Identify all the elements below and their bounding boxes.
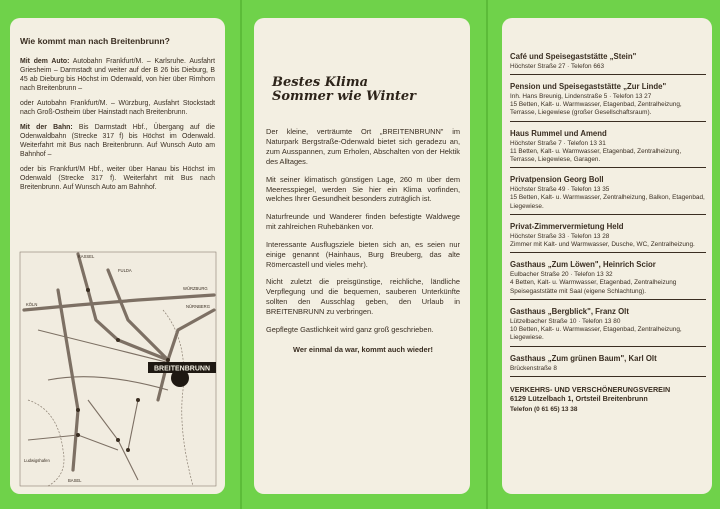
- closing-slogan: Wer einmal da war, kommt auch wieder!: [293, 344, 433, 354]
- entry-name: Gasthaus „Zum Löwen", Heinrich Scior: [510, 260, 656, 270]
- accommodation-entry: [510, 129, 706, 169]
- entry-address: Höchster Straße 33 · Telefon 13 28: [510, 232, 610, 240]
- climate-paragraph-6: Gepflegte Gastlichkeit wird ganz groß geschrieben.: [266, 324, 434, 334]
- entry-name: Privatpension Georg Boll: [510, 175, 604, 185]
- association-address: 6129 Lützelbach 1, Ortsteil Breitenbrunn: [510, 394, 648, 404]
- accommodation-entry: [510, 260, 706, 300]
- directions-car: Mit dem Auto: Autobahn Frankfurt/M. – Karlsruhe. Ausfahrt Griesheim – Darmstadt und weiter auf der B 26 bis Dieburg, B 45 ab Dieburg bis Höchst im Odenwald, von hier über Rimhorn nach Breitenbrunn –: [20, 58, 215, 92]
- entry-name: Pension und Speisegaststätte „Zur Linde": [510, 82, 667, 91]
- map-label-k2: FULDA: [118, 268, 132, 273]
- entry-description: Zimmer mit Kalt- und Warmwasser, Dusche, WC, Zentralheizung.: [510, 240, 695, 248]
- directions-heading: Wie kommt man nach Breitenbrunn?: [20, 36, 170, 46]
- accommodation-list: [510, 52, 706, 377]
- entry-address: Eulbacher Straße 20 · Telefon 13 32: [510, 271, 613, 279]
- entry-description: 11 Betten, Kalt- u. Warmwasser, Etagenbad, Zentralheizung, Terrasse, Liegewiese, Garagen.: [510, 147, 682, 163]
- map-label-main: BREITENBRUNN: [154, 365, 210, 373]
- map-label-k6: BASEL: [68, 478, 82, 483]
- map-label-k1: KÖLN: [26, 302, 38, 307]
- map-label-k5: Ludwigshafen: [24, 458, 50, 463]
- accommodation-entry: [510, 175, 706, 215]
- route-map: [18, 250, 218, 488]
- directions-train-alt: oder bis Frankfurt/M Hbf., weiter über Hanau bis Höchst im Odenwald (Strecke 317 f). Weiterfahrt mit Bus nach Breitenbrunn. Auf Wunsch Auto am Bahnhof.: [20, 165, 215, 191]
- climate-paragraph-1: Der kleine, verträumte Ort „BREITENBRUNN" im Naturpark Bergstraße-Odenwald bietet sich geradezu an, zum Ausspannen, zum Erholen, Abschalten von der Hektik des Alltages.: [266, 127, 460, 166]
- fold-line-1: [240, 0, 242, 509]
- accommodation-entry: [510, 307, 706, 347]
- entry-name: Café und Speisegaststätte „Stein": [510, 52, 637, 61]
- panel-accommodations: [502, 18, 712, 494]
- climate-title: Bestes Klima Sommer wie Winter: [272, 75, 417, 104]
- panel-climate: [254, 18, 470, 494]
- climate-paragraph-2: Mit seiner klimatisch günstigen Lage, 260 m über dem Meeresspiegel, werden Sie hier ein Klima vorfinden, welches Ihrer Gesundheit besonders zuträglich ist.: [266, 174, 460, 204]
- directions-car-alt: oder Autobahn Frankfurt/M. – Würzburg, Ausfahrt Stockstadt nach Groß-Ostheim über Hainstadt nach Breitenbrunn.: [20, 99, 215, 116]
- entry-name: Gasthaus „Bergblick", Franz Olt: [510, 306, 629, 316]
- entry-address: Höchster Straße 7 · Telefon 13 31: [510, 139, 606, 147]
- map-label-north: KASSEL: [78, 254, 95, 259]
- entry-description: 15 Betten, Kalt- u. Warmwasser, Zentralheizung, Balkon, Etagenbad, Liegewiese.: [510, 194, 705, 210]
- association-name: VERKEHRS- UND VERSCHÖNERUNGSVEREIN: [510, 384, 671, 394]
- entry-description: 10 Betten, Kalt- u. Warmwasser, Etagenbad, Zentralheizung, Liegewiese.: [510, 325, 682, 342]
- accommodation-entry: [510, 52, 706, 75]
- entry-address: Höchster Straße 27 · Telefon 663: [510, 63, 605, 70]
- entry-name: Privat-Zimmervermietung Held: [510, 221, 624, 231]
- map-label-k4: NÜRNBERG: [186, 304, 210, 309]
- climate-paragraph-4: Interessante Ausflugsziele bieten sich an, es seien nur einige genannt (Hainhaus, Burg Breuberg, das alte Römercastell und vieles mehr).: [266, 239, 460, 269]
- entry-description: 15 Betten, Kalt- u. Warmwasser, Etagenbad, Zentralheizung, Terrasse, Liegewiese (großer Gesellschaftsraum).: [510, 101, 682, 117]
- directions-train: Mit der Bahn: Bis Darmstadt Hbf., Übergang auf die Odenwaldbahn (Strecke 317 f) bis Höchst im Odenwald. Weiterfahrt mit Bus nach Breitenbrunn. Auf Wunsch Auto am Bahnhof –: [20, 123, 215, 158]
- accommodation-entry: [510, 222, 706, 253]
- entry-address: Inh. Hans Breunig, Lindenstraße 5 · Telefon 13 27: [510, 93, 652, 100]
- fold-line-2: [486, 0, 488, 509]
- association-phone: Telefon (0 61 65) 13 38: [510, 406, 578, 414]
- climate-paragraph-5: Nicht zuletzt die preisgünstige, reichliche, ländliche Verpflegung und die bequemen, sauberen Unterkünfte sollten den Ausschlag geben, den Urlaub in BREITENBRUNN zu verbringen.: [266, 277, 460, 316]
- accommodation-entry: [510, 354, 706, 377]
- climate-paragraph-3: Naturfreunde und Wanderer finden befestigte Waldwege mit zahlreichen Ruhebänken vor.: [266, 212, 460, 232]
- panel-directions: [10, 18, 225, 494]
- entry-address: Brückenstraße 8: [510, 364, 557, 372]
- entry-address: Lützelbacher Straße 10 · Telefon 13 80: [510, 317, 621, 325]
- entry-description: 4 Betten, Kalt- u. Warmwasser, Etagenbad, Zentralheizung Speisegaststätte mit Saal (eigene Schlachtung).: [510, 279, 677, 295]
- entry-name: Gasthaus „Zum grünen Baum", Karl Olt: [510, 353, 657, 363]
- entry-address: Höchster Straße 49 · Telefon 13 35: [510, 186, 610, 194]
- tourist-association: [510, 385, 706, 413]
- accommodation-entry: [510, 82, 706, 122]
- entry-name: Haus Rummel und Amend: [510, 128, 607, 138]
- map-label-k3: WÜRZBURG: [183, 286, 208, 291]
